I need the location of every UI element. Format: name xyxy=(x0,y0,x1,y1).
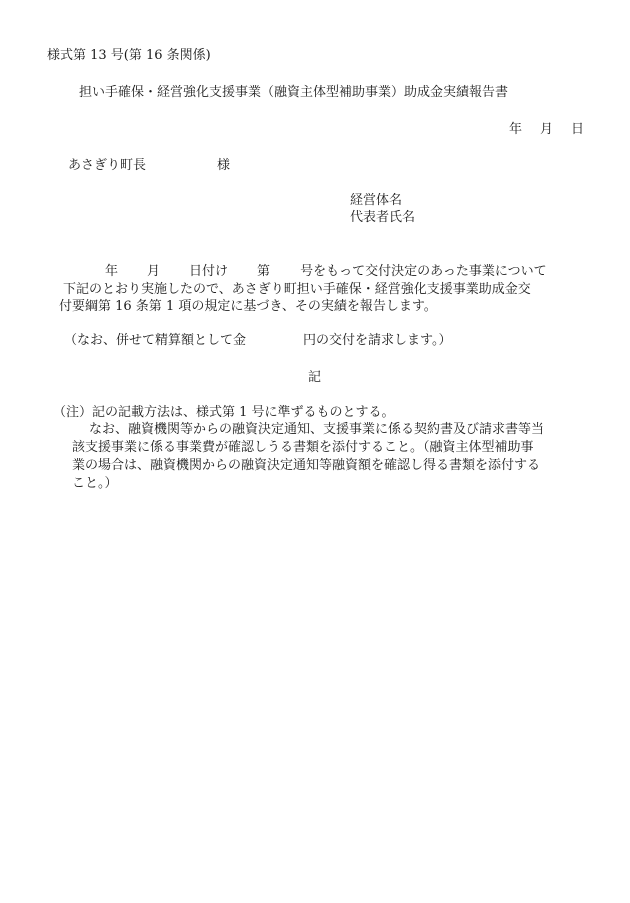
body-month: 月 xyxy=(147,264,161,279)
document-title: 担い手確保・経営強化支援事業（融資主体型補助事業）助成金実績報告書 xyxy=(79,85,509,100)
body-line-1 xyxy=(105,262,547,282)
note-label: （注） xyxy=(53,405,93,420)
note-text: 記の記載方法は、様式第 1 号に準ずるものとする。 xyxy=(92,405,395,420)
note-paragraph-line-4: こと。） xyxy=(72,476,118,491)
settlement-suffix: 円の交付を請求します。） xyxy=(303,333,452,348)
note-paragraph-line-1: なお、融資機関等からの融資決定通知、支援事業に係る契約書及び請求書等当 xyxy=(89,422,545,437)
body-day-dated: 日付け xyxy=(189,264,229,279)
body-number-prefix: 第 xyxy=(257,264,271,279)
settlement-line xyxy=(64,331,451,351)
body-line-1-rest: 号をもって交付決定のあった事業について xyxy=(300,264,547,279)
body-year: 年 xyxy=(105,264,119,279)
date-year-label: 年 xyxy=(509,122,523,137)
ki-heading: 記 xyxy=(308,370,322,385)
representative-name-label: 代表者氏名 xyxy=(350,210,416,225)
settlement-prefix: （なお、併せて精算額として金 xyxy=(64,333,247,348)
addressee-name: あさぎり町長 xyxy=(68,158,147,173)
note-paragraph-line-2: 該支援事業に係る事業費が確認しうる書類を添付すること。（融資主体型補助事 xyxy=(72,440,534,455)
addressee-line xyxy=(68,156,230,176)
body-line-2: 下記のとおり実施したので、あさぎり町担い手確保・経営強化支援事業助成金交 xyxy=(63,282,531,297)
date-month-label: 月 xyxy=(540,122,554,137)
addressee-honorific: 様 xyxy=(217,158,231,173)
date-line xyxy=(509,120,584,140)
form-number: 様式第 13 号(第 16 条関係) xyxy=(47,48,211,63)
date-day-label: 日 xyxy=(571,122,585,137)
entity-name-label: 経営体名 xyxy=(350,193,403,208)
note-paragraph-line-3: 業の場合は、融資機関からの融資決定通知等融資額を確認し得る書類を添付する xyxy=(72,458,541,473)
body-line-3: 付要綱第 16 条第 1 項の規定に基づき、その実績を報告します。 xyxy=(59,299,437,314)
